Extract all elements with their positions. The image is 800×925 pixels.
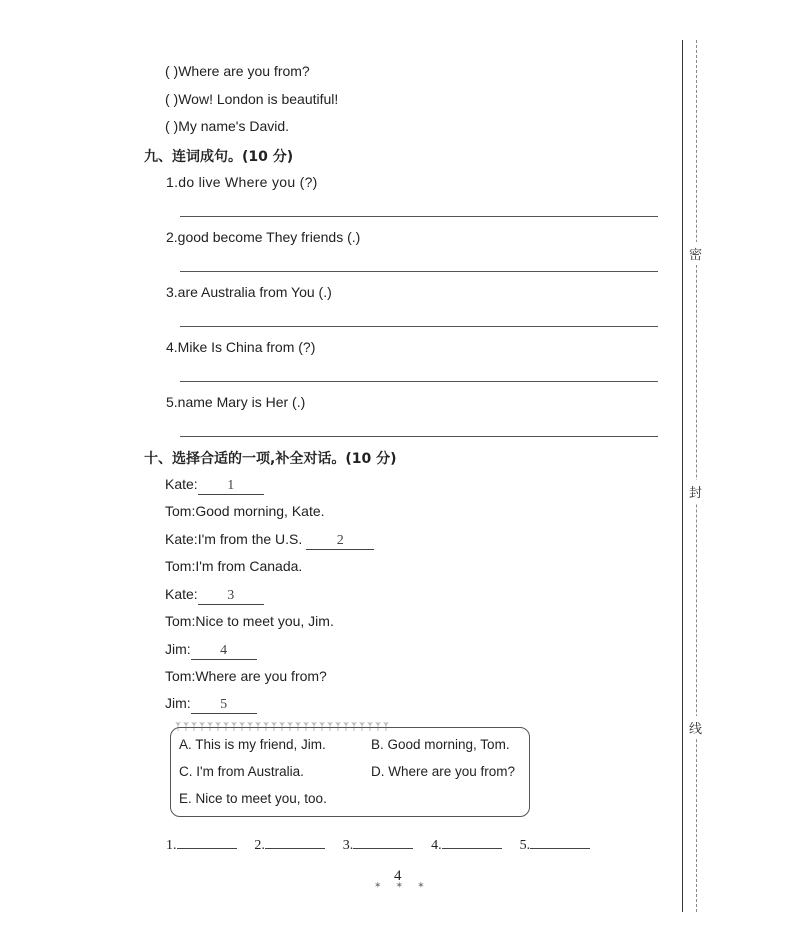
page-number: 4: [394, 868, 402, 884]
answer-line-4[interactable]: [180, 381, 658, 382]
matching-text: My name's David.: [178, 118, 290, 134]
option-a: A. This is my friend, Jim.: [179, 737, 326, 752]
answer-blank-1[interactable]: [177, 832, 237, 849]
dialogue-line-3: [165, 531, 374, 550]
answer-paren: ( ): [165, 63, 179, 79]
option-e: E. Nice to meet you, too.: [179, 791, 327, 806]
dialogue-line-7: [165, 641, 257, 660]
binding-label-feng: 封: [689, 480, 702, 503]
answer-label-5: 5.: [519, 838, 531, 853]
sentence-item-5: 5.name Mary is Her (.): [166, 394, 306, 410]
options-box: [170, 722, 530, 817]
speaker: Tom:: [165, 613, 196, 629]
dialogue-text: I'm from Canada.: [195, 558, 303, 574]
sentence-item-2: 2.good become They friends (.): [166, 229, 361, 245]
option-d: D. Where are you from?: [371, 764, 516, 779]
dialogue-line-4: [165, 558, 302, 574]
page-number-ornament-icon: ✶✶✶: [374, 880, 439, 890]
answer-blank-5[interactable]: [530, 832, 590, 849]
answer-blank-3[interactable]: [353, 832, 413, 849]
dialogue-text: I'm from the U.S.: [197, 531, 303, 547]
dialogue-text: Good morning, Kate.: [195, 503, 325, 519]
sentence-item-1: 1.do live Where you (?): [166, 174, 318, 190]
section-10-title: 十、选择合适的一项,补全对话。(10 分): [144, 451, 397, 467]
section-9-title: 九、连词成句。(10 分): [144, 149, 294, 165]
matching-text: Wow! London is beautiful!: [178, 91, 339, 107]
dialogue-line-6: [165, 613, 334, 629]
answer-label-2: 2.: [254, 838, 265, 853]
answer-line-3[interactable]: [180, 326, 658, 327]
answer-row: [166, 832, 590, 854]
box-border-decoration: ᛉᛉᛉᛉᛉᛉᛉᛉᛉᛉᛉᛉᛉᛉᛉᛉᛉᛉᛉᛉᛉᛉᛉᛉᛉᛉᛉ: [175, 722, 391, 733]
dialogue-line-8: [165, 668, 327, 684]
answer-paren: ( ): [165, 91, 179, 107]
speaker: Jim:: [165, 641, 191, 657]
binding-label-mi: 密: [689, 242, 702, 265]
speaker: Tom:: [165, 503, 196, 519]
speaker: Kate:: [165, 531, 198, 547]
answer-paren: ( ): [165, 118, 179, 134]
speaker: Jim:: [165, 695, 191, 711]
answer-line-5[interactable]: [180, 436, 658, 437]
option-b: B. Good morning, Tom.: [371, 737, 510, 752]
sentence-item-3: 3.are Australia from You (.): [166, 284, 332, 300]
sentence-item-4: 4.Mike Is China from (?): [166, 339, 316, 355]
answer-label-1: 1.: [166, 838, 177, 853]
answer-label-3: 3.: [342, 838, 354, 853]
dialogue-line-5: [165, 586, 264, 605]
answer-blank-4[interactable]: [442, 832, 502, 849]
dialogue-line-1: [165, 476, 264, 495]
dialogue-blank-4[interactable]: 4: [191, 643, 257, 660]
dialogue-line-2: [165, 503, 325, 519]
dialogue-blank-5[interactable]: 5: [191, 697, 257, 714]
dialogue-text: Nice to meet you, Jim.: [195, 613, 334, 629]
matching-item-2: [165, 91, 338, 107]
matching-item-1: [165, 63, 310, 79]
dialogue-blank-3[interactable]: 3: [198, 588, 264, 605]
answer-line-1[interactable]: [180, 216, 658, 217]
answer-label-4: 4.: [431, 838, 442, 853]
binding-dashed-line: [696, 40, 697, 912]
matching-item-3: [165, 118, 289, 134]
answer-blank-2[interactable]: [265, 832, 325, 849]
option-c: C. I'm from Australia.: [179, 764, 304, 779]
speaker: Kate:: [165, 586, 198, 602]
dialogue-blank-1[interactable]: 1: [198, 478, 264, 495]
speaker: Tom:: [165, 668, 196, 684]
speaker: Kate:: [165, 476, 198, 492]
binding-label-xian: 线: [689, 716, 702, 739]
matching-text: Where are you from?: [178, 63, 310, 79]
dialogue-line-9: [165, 695, 257, 714]
answer-line-2[interactable]: [180, 271, 658, 272]
speaker: Tom:: [165, 558, 196, 574]
dialogue-blank-2[interactable]: 2: [306, 533, 374, 550]
binding-solid-line: [682, 40, 683, 912]
dialogue-text: Where are you from?: [195, 668, 327, 684]
